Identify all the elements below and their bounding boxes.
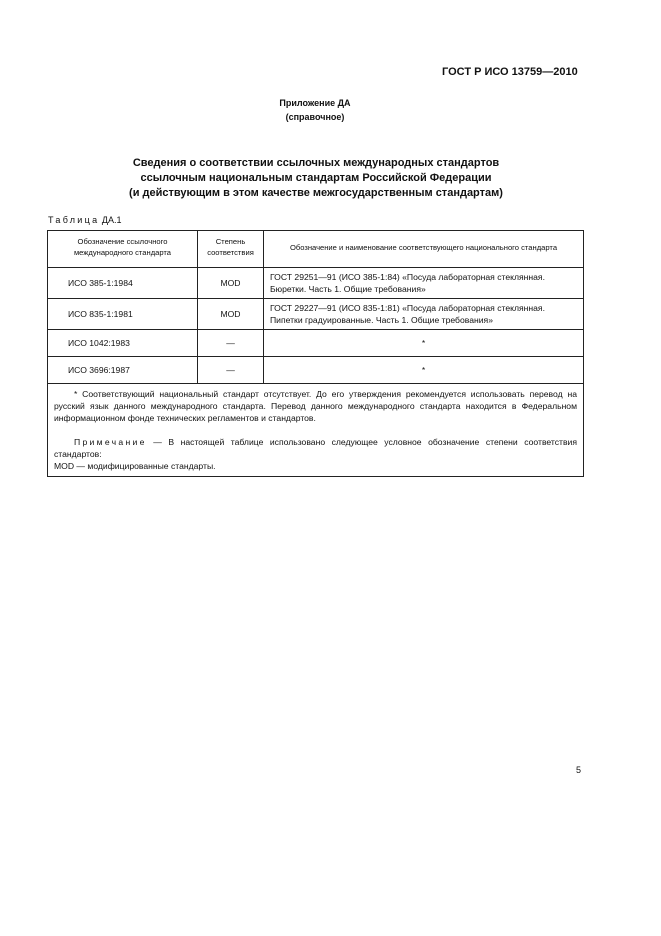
page-title: [48, 156, 584, 201]
note-text: — В настоящей таблице использовано следующее условное обозначение степени соответствия стандартов:: [54, 437, 577, 459]
note: [54, 436, 577, 460]
header-degree: Степень соответствия: [198, 231, 264, 268]
table-row: [48, 357, 584, 384]
appendix-title: Приложение ДА: [279, 98, 351, 108]
table-container: [47, 230, 583, 477]
table-notes-row: [48, 384, 584, 477]
table-caption-word: Таблица: [48, 215, 100, 225]
title-line: ссылочным национальным стандартам Российской Федерации: [140, 172, 492, 184]
appendix-heading: [0, 96, 630, 124]
title-line: (и действующим в этом качестве межгосударственным стандартам): [129, 187, 503, 199]
cell-national: ГОСТ 29227—91 (ИСО 835-1:81) «Посуда лабораторная стеклянная. Пипетки градуированные. Часть 1. Общие требования»: [264, 299, 584, 330]
table-row: [48, 299, 584, 330]
page-number: 5: [576, 765, 582, 775]
header-international-standard: Обозначение ссылочного международного стандарта: [48, 231, 198, 268]
table-header-row: [48, 231, 584, 268]
table-row: [48, 330, 584, 357]
document-code: ГОСТ Р ИСО 13759—2010: [442, 66, 578, 78]
cell-degree: MOD: [198, 299, 264, 330]
notes-cell: [48, 384, 584, 477]
cell-degree: —: [198, 357, 264, 384]
cell-degree: MOD: [198, 268, 264, 299]
table-caption: [48, 215, 122, 225]
title-line: Сведения о соответствии ссылочных международных стандартов: [132, 157, 500, 169]
header-national-standard: Обозначение и наименование соответствующего национального стандарта: [264, 231, 584, 268]
note-label: Примечание: [74, 437, 147, 447]
appendix-subtitle: (справочное): [285, 112, 345, 122]
correspondence-table: [47, 230, 584, 477]
table-caption-number: ДА.1: [101, 215, 122, 225]
cell-code: ИСО 385-1:1984: [48, 268, 198, 299]
cell-code: ИСО 835-1:1981: [48, 299, 198, 330]
spacer: [54, 424, 577, 436]
cell-code: ИСО 3696:1987: [48, 357, 198, 384]
cell-national: ГОСТ 29251—91 (ИСО 385-1:84) «Посуда лабораторная стеклянная. Бюретки. Часть 1. Общие требования»: [264, 268, 584, 299]
cell-national: *: [264, 330, 584, 357]
footnote: * Соответствующий национальный стандарт отсутствует. До его утверждения рекомендуется использовать перевод на русский язык данного международного стандарта. Перевод данного международного стандарта находится в Федеральном информационном фонде технических регламентов и стандартов.: [54, 389, 577, 423]
cell-degree: —: [198, 330, 264, 357]
cell-national: *: [264, 357, 584, 384]
note-mod: MOD — модифицированные стандарты.: [54, 461, 216, 471]
table-row: [48, 268, 584, 299]
cell-code: ИСО 1042:1983: [48, 330, 198, 357]
